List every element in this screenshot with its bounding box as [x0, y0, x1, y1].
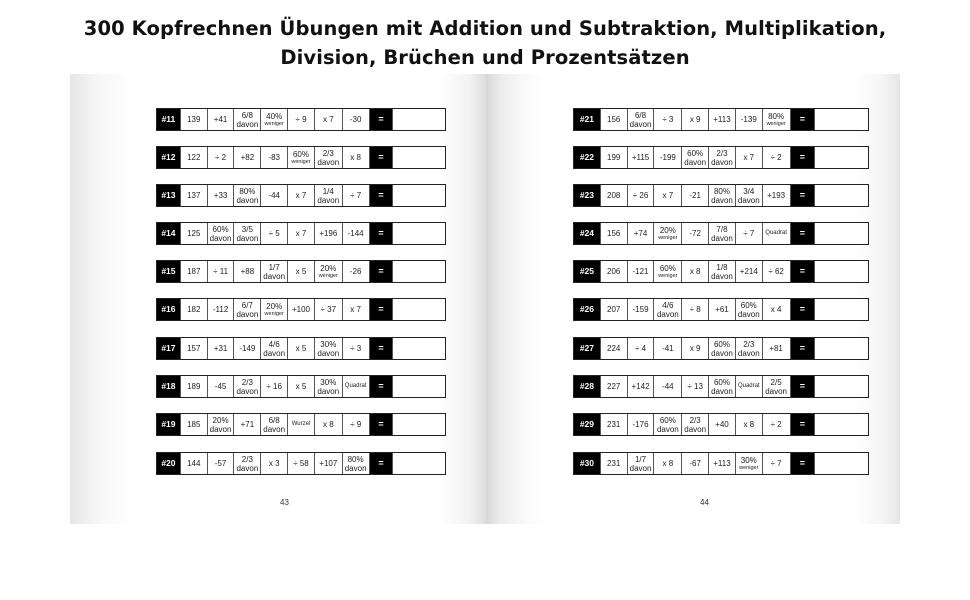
operation-cell: Quadrat	[736, 376, 763, 397]
exercise-number: #30	[574, 453, 601, 474]
equals-cell: =	[791, 223, 816, 244]
start-value: 125	[181, 223, 208, 244]
exercise-row	[156, 337, 446, 360]
answer-field	[815, 261, 868, 282]
operation-cell: 3/4 davon	[736, 185, 763, 206]
operation-cell: -176	[628, 414, 655, 435]
exercise-number: #15	[157, 261, 181, 282]
start-value: 185	[181, 414, 208, 435]
answer-field	[815, 376, 868, 397]
page-title	[0, 14, 970, 72]
operation-cell: x 3	[261, 453, 288, 474]
operation-cell: 20% weniger	[654, 223, 682, 244]
answer-field	[815, 414, 868, 435]
operation-cell: x 8	[315, 414, 343, 435]
exercise-row	[156, 184, 446, 207]
equals-cell: =	[370, 223, 394, 244]
operation-cell: 4/6 davon	[261, 338, 288, 359]
operation-cell: x 7	[315, 109, 343, 130]
operation-cell: +82	[234, 147, 261, 168]
operation-cell: 3/5 davon	[234, 223, 261, 244]
start-value: 207	[601, 299, 628, 320]
operation-cell: 2/3 davon	[736, 338, 763, 359]
operation-cell: 60% weniger	[654, 261, 682, 282]
exercise-row	[156, 146, 446, 169]
equals-cell: =	[370, 185, 394, 206]
exercise-row	[573, 260, 869, 283]
exercise-row	[573, 413, 869, 436]
start-value: 156	[601, 109, 628, 130]
answer-field	[815, 299, 868, 320]
operation-cell: 1/4 davon	[315, 185, 343, 206]
operation-cell: +142	[628, 376, 655, 397]
operation-cell: 20% weniger	[315, 261, 343, 282]
start-value: 156	[601, 223, 628, 244]
answer-field	[815, 223, 868, 244]
exercise-row	[573, 375, 869, 398]
exercise-row	[156, 452, 446, 475]
operation-cell: 80% weniger	[763, 109, 791, 130]
operation-cell: ÷ 7	[736, 223, 763, 244]
operation-cell: +71	[234, 414, 261, 435]
operation-cell: ÷ 9	[288, 109, 315, 130]
answer-field	[815, 147, 868, 168]
operation-cell: -44	[654, 376, 682, 397]
operation-cell: -149	[234, 338, 261, 359]
operation-cell: +61	[709, 299, 736, 320]
operation-cell: 2/5 davon	[763, 376, 791, 397]
start-value: 206	[601, 261, 628, 282]
operation-cell: -57	[208, 453, 235, 474]
operation-cell: 1/7 davon	[261, 261, 288, 282]
operation-cell: Quadrat	[343, 376, 370, 397]
operation-cell: -144	[343, 223, 370, 244]
operation-cell: 30% weniger	[736, 453, 763, 474]
exercise-row	[156, 108, 446, 131]
operation-cell: ÷ 62	[763, 261, 791, 282]
operation-cell: x 8	[682, 261, 709, 282]
operation-cell: +196	[315, 223, 343, 244]
operation-cell: 20% davon	[208, 414, 235, 435]
exercise-number: #23	[574, 185, 601, 206]
exercise-number: #20	[157, 453, 181, 474]
operation-cell: +214	[736, 261, 763, 282]
equals-cell: =	[370, 147, 394, 168]
operation-cell: Wurzel	[288, 414, 315, 435]
operation-cell: -67	[682, 453, 709, 474]
operation-cell: -112	[208, 299, 235, 320]
title-line-2: Division, Brüchen und Prozentsätzen	[280, 46, 690, 69]
page-number: 43	[280, 498, 289, 507]
answer-field	[815, 109, 868, 130]
exercise-row	[573, 298, 869, 321]
exercise-row	[573, 337, 869, 360]
equals-cell: =	[370, 453, 394, 474]
operation-cell: +88	[234, 261, 261, 282]
operation-cell: 60% davon	[682, 147, 709, 168]
operation-cell: 2/3 davon	[234, 376, 261, 397]
operation-cell: +31	[208, 338, 235, 359]
operation-cell: +41	[208, 109, 235, 130]
operation-cell: 1/8 davon	[709, 261, 736, 282]
equals-cell: =	[791, 338, 816, 359]
equals-cell: =	[791, 376, 816, 397]
operation-cell: x 8	[654, 453, 682, 474]
answer-field	[393, 414, 445, 435]
equals-cell: =	[791, 299, 816, 320]
operation-cell: -26	[343, 261, 370, 282]
answer-field	[815, 453, 868, 474]
operation-cell: x 7	[288, 223, 315, 244]
operation-cell: x 5	[288, 338, 315, 359]
operation-cell: 2/3 davon	[682, 414, 709, 435]
operation-cell: -44	[261, 185, 288, 206]
operation-cell: 6/8 davon	[628, 109, 655, 130]
operation-cell: ÷ 5	[261, 223, 288, 244]
operation-cell: 60% davon	[709, 338, 736, 359]
operation-cell: -121	[628, 261, 655, 282]
start-value: 139	[181, 109, 208, 130]
equals-cell: =	[791, 414, 816, 435]
start-value: 189	[181, 376, 208, 397]
operation-cell: x 9	[682, 338, 709, 359]
start-value: 157	[181, 338, 208, 359]
operation-cell: 80% davon	[709, 185, 736, 206]
operation-cell: -83	[261, 147, 288, 168]
operation-cell: +113	[709, 109, 736, 130]
operation-cell: ÷ 11	[208, 261, 235, 282]
operation-cell: 60% davon	[654, 414, 682, 435]
operation-cell: -41	[654, 338, 682, 359]
operation-cell: x 7	[736, 147, 763, 168]
exercise-row	[573, 452, 869, 475]
start-value: 122	[181, 147, 208, 168]
operation-cell: ÷ 2	[763, 414, 791, 435]
operation-cell: -30	[343, 109, 370, 130]
operation-cell: x 9	[682, 109, 709, 130]
answer-field	[815, 338, 868, 359]
exercise-number: #13	[157, 185, 181, 206]
start-value: 187	[181, 261, 208, 282]
page-44	[486, 74, 900, 524]
exercise-number: #22	[574, 147, 601, 168]
operation-cell: ÷ 2	[763, 147, 791, 168]
start-value: 231	[601, 414, 628, 435]
operation-cell: -139	[736, 109, 763, 130]
exercise-row	[156, 375, 446, 398]
exercise-row	[156, 222, 446, 245]
operation-cell: 2/3 davon	[709, 147, 736, 168]
answer-field	[393, 338, 445, 359]
operation-cell: ÷ 8	[682, 299, 709, 320]
operation-cell: ÷ 3	[654, 109, 682, 130]
exercise-row	[573, 222, 869, 245]
operation-cell: -199	[654, 147, 682, 168]
operation-cell: +115	[628, 147, 655, 168]
operation-cell: ÷ 2	[208, 147, 235, 168]
operation-cell: Quadrat	[763, 223, 791, 244]
operation-cell: 20% weniger	[261, 299, 288, 320]
exercise-number: #24	[574, 223, 601, 244]
start-value: 137	[181, 185, 208, 206]
operation-cell: ÷ 4	[628, 338, 655, 359]
operation-cell: +193	[763, 185, 791, 206]
operation-cell: ÷ 9	[343, 414, 370, 435]
operation-cell: x 5	[288, 376, 315, 397]
operation-cell: x 8	[343, 147, 370, 168]
operation-cell: 30% davon	[315, 338, 343, 359]
equals-cell: =	[791, 147, 816, 168]
start-value: 208	[601, 185, 628, 206]
operation-cell: ÷ 7	[763, 453, 791, 474]
equals-cell: =	[370, 376, 394, 397]
exercise-number: #12	[157, 147, 181, 168]
open-book	[70, 74, 900, 524]
answer-field	[393, 147, 445, 168]
operation-cell: 2/3 davon	[315, 147, 343, 168]
exercise-row	[156, 260, 446, 283]
page-43	[70, 74, 486, 524]
equals-cell: =	[370, 338, 394, 359]
operation-cell: 40% weniger	[261, 109, 288, 130]
exercise-number: #28	[574, 376, 601, 397]
exercise-row	[156, 298, 446, 321]
answer-field	[393, 376, 445, 397]
operation-cell: x 4	[763, 299, 791, 320]
operation-cell: -21	[682, 185, 709, 206]
operation-cell: 80% davon	[234, 185, 261, 206]
operation-cell: 4/6 davon	[654, 299, 682, 320]
operation-cell: ÷ 13	[682, 376, 709, 397]
operation-cell: +40	[709, 414, 736, 435]
exercise-number: #11	[157, 109, 181, 130]
equals-cell: =	[791, 109, 816, 130]
operation-cell: 7/8 davon	[709, 223, 736, 244]
operation-cell: +107	[315, 453, 343, 474]
operation-cell: +33	[208, 185, 235, 206]
start-value: 199	[601, 147, 628, 168]
exercise-row	[573, 108, 869, 131]
title-line-1: 300 Kopfrechnen Übungen mit Addition und Subtraktion, Multiplikation,	[83, 17, 887, 40]
equals-cell: =	[370, 109, 394, 130]
equals-cell: =	[791, 261, 816, 282]
exercise-row	[573, 184, 869, 207]
operation-cell: ÷ 7	[343, 185, 370, 206]
operation-cell: +74	[628, 223, 655, 244]
exercise-number: #21	[574, 109, 601, 130]
equals-cell: =	[370, 299, 394, 320]
answer-field	[393, 261, 445, 282]
answer-field	[393, 109, 445, 130]
page-number: 44	[700, 498, 709, 507]
answer-field	[393, 223, 445, 244]
equals-cell: =	[791, 453, 816, 474]
exercise-number: #19	[157, 414, 181, 435]
answer-field	[393, 453, 445, 474]
operation-cell: 60% davon	[208, 223, 235, 244]
equals-cell: =	[791, 185, 816, 206]
operation-cell: 60% davon	[736, 299, 763, 320]
operation-cell: +81	[763, 338, 791, 359]
operation-cell: -159	[628, 299, 655, 320]
answer-field	[393, 299, 445, 320]
operation-cell: 30% davon	[315, 376, 343, 397]
operation-cell: x 8	[736, 414, 763, 435]
operation-cell: x 7	[654, 185, 682, 206]
equals-cell: =	[370, 414, 394, 435]
operation-cell: ÷ 16	[261, 376, 288, 397]
start-value: 224	[601, 338, 628, 359]
operation-cell: ÷ 58	[288, 453, 315, 474]
start-value: 227	[601, 376, 628, 397]
answer-field	[393, 185, 445, 206]
exercise-number: #27	[574, 338, 601, 359]
start-value: 231	[601, 453, 628, 474]
operation-cell: 80% davon	[343, 453, 370, 474]
operation-cell: 6/8 davon	[234, 109, 261, 130]
operation-cell: 1/7 davon	[628, 453, 655, 474]
start-value: 182	[181, 299, 208, 320]
exercise-row	[573, 146, 869, 169]
exercise-number: #26	[574, 299, 601, 320]
operation-cell: 2/3 davon	[234, 453, 261, 474]
operation-cell: ÷ 26	[628, 185, 655, 206]
operation-cell: 60% weniger	[288, 147, 315, 168]
exercise-row	[156, 413, 446, 436]
operation-cell: 60% davon	[709, 376, 736, 397]
operation-cell: +113	[709, 453, 736, 474]
operation-cell: 6/8 davon	[261, 414, 288, 435]
answer-field	[815, 185, 868, 206]
exercise-number: #29	[574, 414, 601, 435]
operation-cell: -45	[208, 376, 235, 397]
exercise-number: #17	[157, 338, 181, 359]
operation-cell: ÷ 3	[343, 338, 370, 359]
operation-cell: x 7	[288, 185, 315, 206]
exercise-number: #16	[157, 299, 181, 320]
exercise-number: #25	[574, 261, 601, 282]
operation-cell: 6/7 davon	[234, 299, 261, 320]
exercise-number: #14	[157, 223, 181, 244]
start-value: 144	[181, 453, 208, 474]
operation-cell: x 5	[288, 261, 315, 282]
operation-cell: -72	[682, 223, 709, 244]
operation-cell: ÷ 37	[315, 299, 343, 320]
equals-cell: =	[370, 261, 394, 282]
operation-cell: x 7	[343, 299, 370, 320]
exercise-number: #18	[157, 376, 181, 397]
operation-cell: +100	[288, 299, 315, 320]
